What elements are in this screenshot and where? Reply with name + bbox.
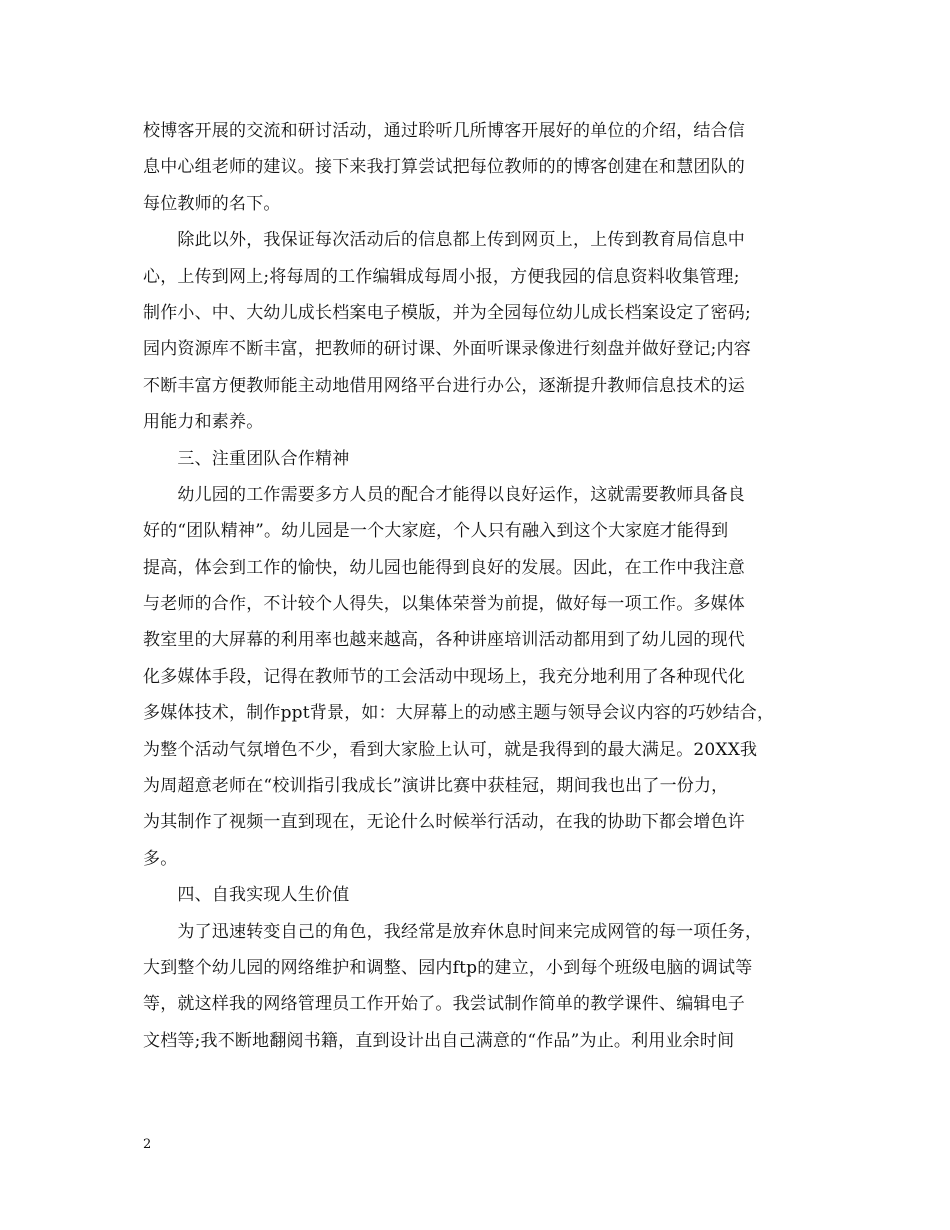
- text-line: 心，上传到网上;将每周的工作编辑成每周小报，方便我园的信息资料收集管理;: [143, 266, 740, 287]
- text-line: 文档等;我不断地翻阅书籍，直到设计出自己满意的“作品”为止。利用业余时间: [143, 1030, 735, 1051]
- section-heading: 四、自我实现人生价值: [143, 885, 350, 906]
- text-line: 幼儿园的工作需要多方人员的配合才能得以良好运作，这就需要教师具备良: [143, 484, 745, 505]
- text-line: 息中心组老师的建议。接下来我打算尝试把每位教师的的博客创建在和慧团队的: [143, 157, 745, 178]
- text-line: 园内资源库不断丰富，把教师的研讨课、外面听课录像进行刻盘并做好登记;内容: [143, 339, 751, 360]
- text-line: 不断丰富方便教师能主动地借用网络平台进行办公，逐渐提升教师信息技术的运: [143, 375, 745, 396]
- text-line: 大到整个幼儿园的网络维护和调整、园内ftp的建立，小到每个班级电脑的调试等: [143, 957, 753, 978]
- section-heading: 三、注重团队合作精神: [143, 448, 350, 469]
- text-line: 用能力和素养。: [143, 412, 264, 433]
- text-line: 除此以外，我保证每次活动后的信息都上传到网页上，上传到教育局信息中: [143, 230, 745, 251]
- text-line: 多。: [143, 848, 178, 869]
- text-line: 为周超意老师在“校训指引我成长”演讲比赛中获桂冠，期间我也出了一份力，: [143, 776, 729, 797]
- text-line: 提高，体会到工作的愉快，幼儿园也能得到良好的发展。因此，在工作中我注意: [143, 557, 745, 578]
- text-line: 制作小、中、大幼儿成长档案电子模版，并为全园每位幼儿成长档案设定了密码;: [143, 302, 751, 323]
- text-line: 为整个活动气氛增色不少，看到大家脸上认可，就是我得到的最大满足。20XX我: [143, 739, 758, 760]
- body-text: [143, 113, 833, 1059]
- text-line: 教室里的大屏幕的利用率也越来越高，各种讲座培训活动都用到了幼儿园的现代: [143, 630, 745, 651]
- page-number: 2: [143, 1137, 152, 1152]
- text-line: 校博客开展的交流和研讨活动，通过聆听几所博客开展好的单位的介绍，结合信: [143, 121, 745, 141]
- text-line: 多媒体技术，制作ppt背景，如：大屏幕上的动感主题与领导会议内容的巧妙结合，: [143, 703, 775, 724]
- text-line: 为其制作了视频一直到现在，无论什么时候举行活动，在我的协助下都会增色许: [143, 812, 745, 833]
- text-line: 与老师的合作，不计较个人得失，以集体荣誉为前提，做好每一项工作。多媒体: [143, 594, 745, 615]
- text-line: 化多媒体手段，记得在教师节的工会活动中现场上，我充分地利用了各种现代化: [143, 666, 745, 687]
- text-line: 每位教师的名下。: [143, 193, 281, 214]
- text-line: 等，就这样我的网络管理员工作开始了。我尝试制作简单的教学课件、编辑电子: [143, 994, 745, 1015]
- text-line: 为了迅速转变自己的角色，我经常是放弃休息时间来完成网管的每一项任务，: [143, 921, 763, 942]
- text-line: 好的“团队精神”。幼儿园是一个大家庭，个人只有融入到这个大家庭才能得到: [143, 521, 729, 542]
